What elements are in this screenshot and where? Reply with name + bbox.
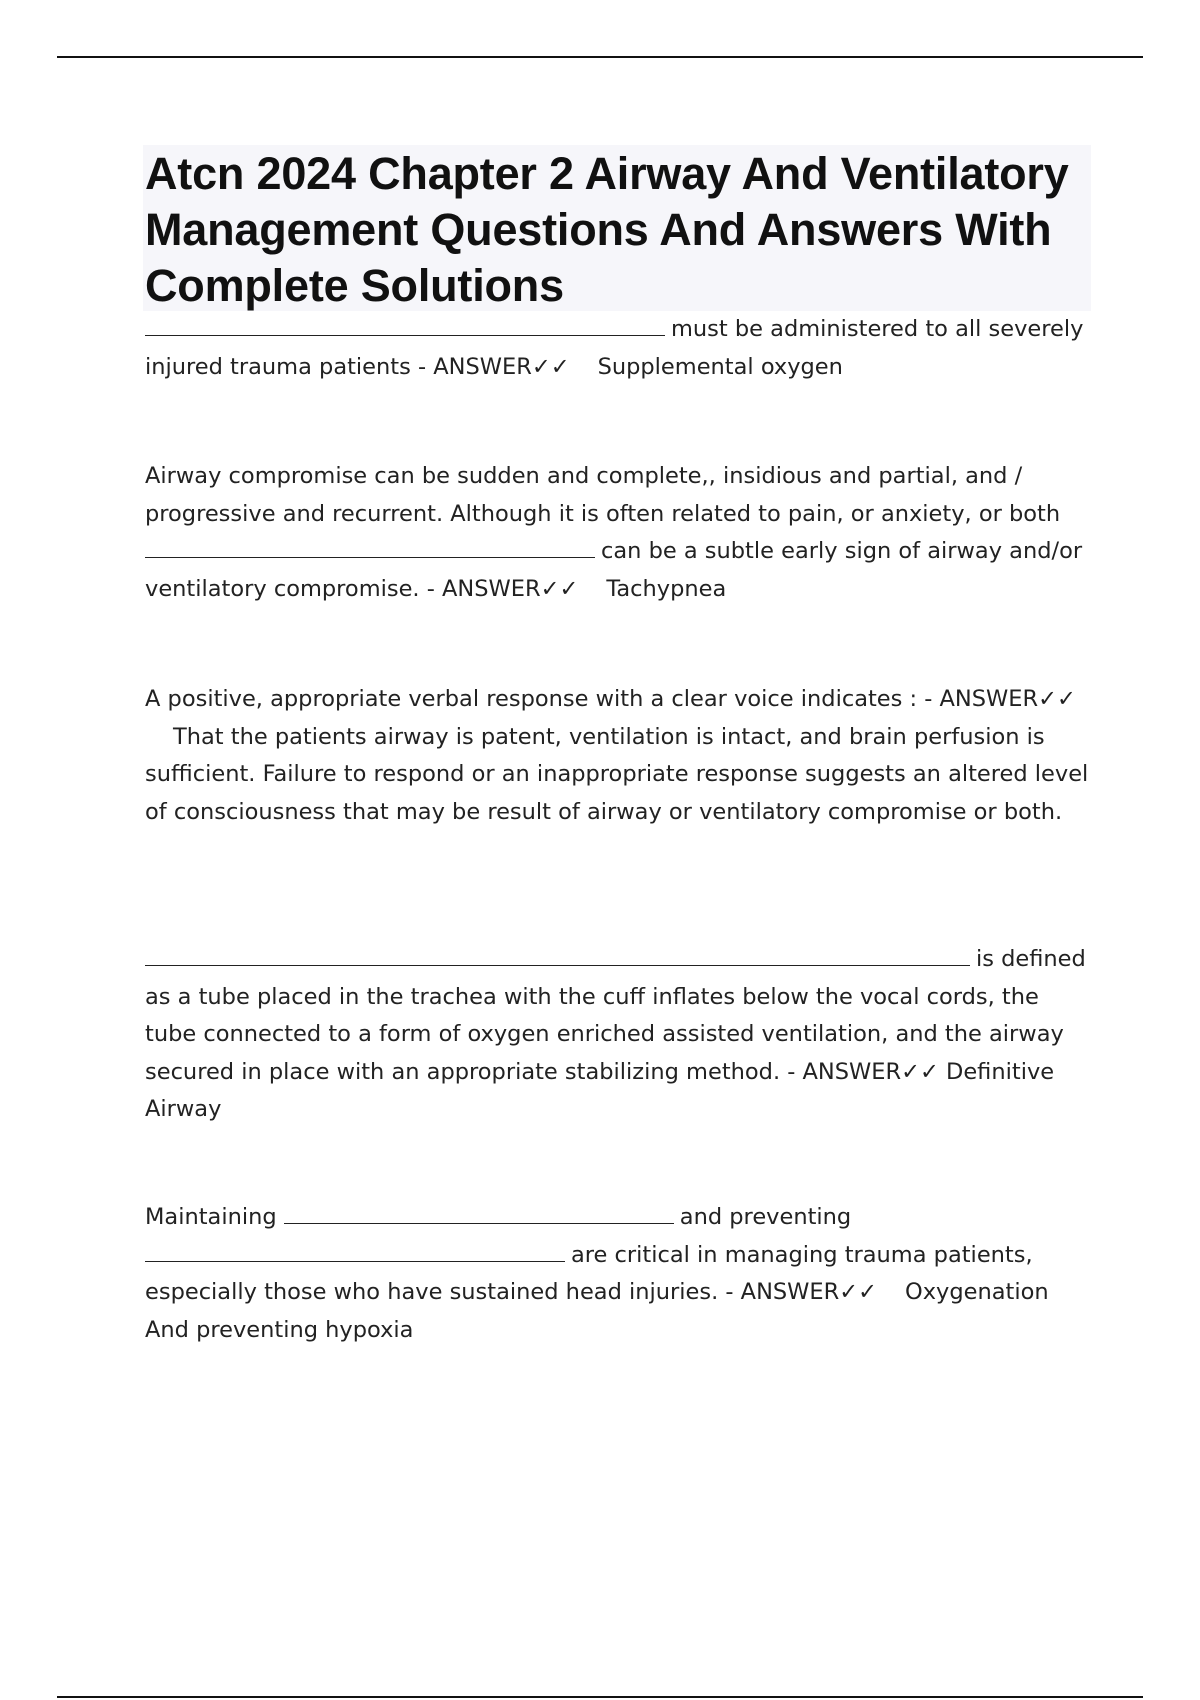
answer-text: Definitive Airway xyxy=(145,1058,1055,1122)
answer-marker: - ANSWER✓✓ xyxy=(787,1058,939,1085)
qa-item-4 xyxy=(145,941,1090,1129)
qa-item-3 xyxy=(145,681,1090,831)
question-text: and preventing xyxy=(679,1204,852,1230)
qa-item-2 xyxy=(145,458,1090,608)
bottom-rule xyxy=(57,1696,1143,1698)
answer-marker: - ANSWER✓✓ xyxy=(924,686,1076,712)
qa-item-1 xyxy=(145,311,1090,386)
answer-blank xyxy=(145,535,595,558)
question-intro: A positive, appropriate verbal response with a clear voice indicates : xyxy=(145,686,918,712)
top-rule xyxy=(57,56,1143,58)
question-text: is defined as a tube placed in the trachea with the cuff inflates below the vocal cords, the tube connected to a form of oxygen enriched assisted ventilation, and the airway secured in place with an appropriate stabilizing method. xyxy=(145,946,1086,1085)
qa-item-5 xyxy=(145,1199,1090,1349)
answer-blank xyxy=(145,1239,565,1262)
answer-marker: - ANSWER✓✓ xyxy=(417,353,570,380)
question-text: can be a subtle early sign of airway and/or ventilatory compromise. xyxy=(145,538,1083,602)
answer-text: That the patients airway is patent, ventilation is intact, and brain perfusion is sufficient. Failure to respond or an inappropriate response suggests an altered level of consciousness that may be result of airway or ventilatory compromise or both. xyxy=(145,723,1089,825)
question-intro: Airway compromise can be sudden and complete,, insidious and partial, and / progressive and recurrent. Although it is often related to pain, or anxiety, or both xyxy=(145,463,1061,527)
answer-marker: - ANSWER✓✓ xyxy=(426,575,579,602)
document-title: Atcn 2024 Chapter 2 Airway And Ventilatory Management Questions And Answers With Complete Solutions xyxy=(145,148,1069,311)
answer-blank xyxy=(145,943,970,966)
question-text: must be administered to all severely injured trauma patients xyxy=(145,316,1084,380)
answer-blank xyxy=(284,1201,674,1224)
answer-marker: - ANSWER✓✓ xyxy=(725,1279,877,1305)
question-text: are critical in managing trauma patients, especially those who have sustained head injuries. xyxy=(145,1241,1033,1305)
answer-text: Oxygenation And preventing hypoxia xyxy=(145,1279,1049,1343)
question-intro: Maintaining xyxy=(145,1204,277,1230)
answer-text: Tachypnea xyxy=(606,575,727,602)
answer-blank xyxy=(145,313,665,336)
answer-text: Supplemental oxygen xyxy=(597,353,843,380)
